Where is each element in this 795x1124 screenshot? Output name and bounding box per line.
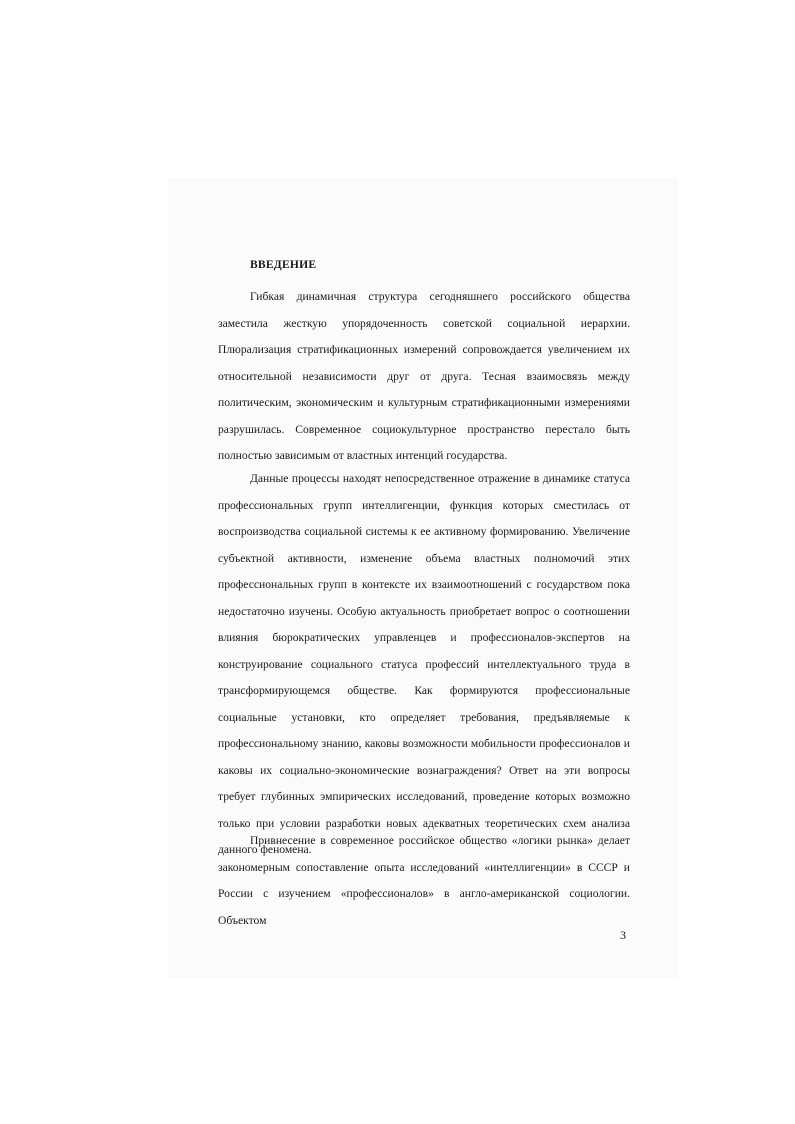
paragraph-2: Данные процессы находят непосредственное отражение в динамике статуса профессиональных групп интеллигенции, функция которых сместилась от воспроизводства социальной системы к ее активному формированию. Увеличение субъектной активности, изменение объема властных полномочий этих профессиональных групп в контексте их взаимоотношений с государством пока недостаточно изучены. Особую актуальность приобретает вопрос о соотношении влияния бюрократических управленцев и профессионалов-экспертов на конструирование социального статуса профессий интеллектуального труда в трансформирующемся обществе. Как формируются профессиональные социальные установки, кто определяет требования, предъявляемые к профессиональному знанию, каковы возможности мобильности профессионалов и каковы их социально-экономические вознаграждения? Ответ на эти вопросы требует глубинных эмпирических исследований, проведение которых возможно только при условии разработки новых адекватных теоретических схем анализа данного феномена. [218, 472, 630, 856]
paragraph-1: Гибкая динамичная структура сегодняшнего российского общества заместила жесткую упорядоченность советской социальной иерархии. Плюрализация стратификационных измерений сопровождается увеличением их относительной независимости друг от друга. Тесная взаимосвязь между политическим, экономическим и культурным стратификационными измерениями разрушилась. Современное социокультурное пространство перестало быть полностью зависимым от властных интенций государства. [218, 290, 630, 462]
section-heading: ВВЕДЕНИЕ [250, 258, 317, 271]
paragraph-3: Привнесение в современное российское общество «логики рынка» делает закономерным сопоставление опыта исследований «интеллигенции» в СССР и России с изучением «профессионалов» в англо-американской социологии. Объектом [218, 834, 630, 927]
page-number: 3 [620, 928, 626, 942]
